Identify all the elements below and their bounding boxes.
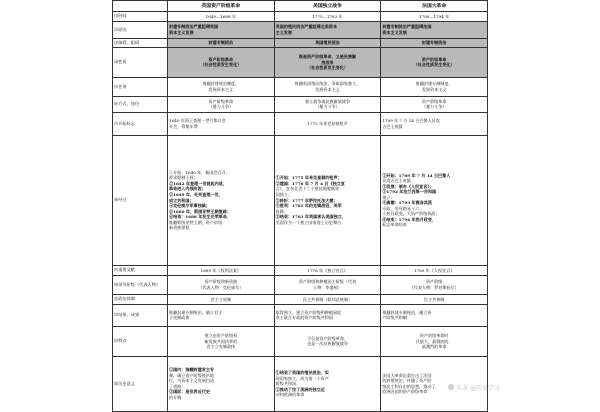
american-cell: 英国殖民统治 <box>274 38 381 47</box>
cell-line: 推翻封建专制制度， <box>415 81 453 87</box>
table-row <box>113 96 488 112</box>
cell-line: 发展资本主义 <box>315 86 340 92</box>
cell-line: 产阶级共和制 <box>382 315 407 321</box>
cell-line: ③转折：1777 年萨拉托加大捷； <box>275 197 338 203</box>
row-label: ⑽领导阶级（代表人物） <box>113 275 168 294</box>
watermark-text: 头条 @历史学习 <box>456 385 500 392</box>
cell-line: 位，为资本主义发展扫清 <box>169 378 215 384</box>
cell-line: 阶级共和国； <box>275 381 301 387</box>
row-label: ⒀特点 <box>113 326 168 356</box>
cell-line: 级民主和自由的思想，推动了 <box>382 383 436 389</box>
table-row <box>113 294 488 304</box>
cell-line: ④胜利：1781 年约克镇战役，英军 <box>275 203 342 209</box>
cell-line: （社会性质发生变化） <box>413 62 455 68</box>
cell-line: 放战争 <box>321 59 334 65</box>
cell-line: ②推动了拉丁美洲的独立运 <box>275 386 325 392</box>
table-row <box>113 77 488 96</box>
table-row <box>113 356 488 411</box>
english-cell <box>168 21 275 38</box>
cell-line: 1789 年 7 月 14 日巴黎人民攻 <box>382 118 440 124</box>
cell-line: 发展资本主义 <box>421 86 447 92</box>
cell-line: 资产阶级革命 <box>208 98 234 104</box>
table-row <box>113 304 488 326</box>
row-label: ⑹方式、途径 <box>113 96 168 112</box>
cell-line: 资产阶级 <box>425 279 443 285</box>
cell-line: 美国作为一个独立国家登上历史舞台 <box>275 219 342 225</box>
header-row <box>113 1 488 12</box>
row-label: ⑼重要文献 <box>113 265 168 275</box>
american-cell <box>274 304 381 326</box>
cell-line: 现国家独立，成为第一个资产 <box>275 375 329 381</box>
watermark-logo-icon <box>448 384 454 390</box>
cell-line: ④高潮：1793 年雅各宾派 <box>382 200 432 206</box>
table-row <box>113 38 488 47</box>
cell-line: 开会，筹集军费 <box>169 123 198 129</box>
cell-line: 封建专制统治严重阻碍英国 <box>169 24 219 30</box>
cell-line: 法国大革命沉重打击了法国 <box>382 372 432 378</box>
table-row <box>113 47 488 77</box>
row-label: ⑸任务 <box>113 77 168 96</box>
cell-line: 资产阶级革命时 <box>419 333 449 338</box>
cell-line: 标志革命结束 <box>382 222 407 228</box>
french-cell: 1789—1794 年 <box>381 11 488 21</box>
cell-line: 成立共和国； <box>169 197 194 203</box>
cell-line: 封建专制统治严重阻碍法国 <box>382 24 432 30</box>
cell-line: ②发展：颁布《人权宣言》； <box>382 183 434 189</box>
cell-line: 要求限制王权； <box>169 175 198 181</box>
american-cell <box>274 356 381 411</box>
cell-line: 动和欧洲的革命 <box>275 392 305 398</box>
comparison-table-sheet <box>112 0 488 400</box>
cell-line: ⑤1660 年，斯图亚特王朝复辟； <box>169 208 231 214</box>
english-cell: 君主立宪制 <box>168 294 275 304</box>
header-label-corner <box>113 1 168 12</box>
american-cell <box>274 47 381 77</box>
cell-line: 民攻占巴士底狱； <box>382 178 416 184</box>
cell-line: ②建国：1776 年 7 月 4 日《独立宣 <box>275 180 345 186</box>
cell-line: 了道路； <box>169 383 186 389</box>
cell-line: （暴力斗争） <box>315 104 340 110</box>
cell-line: 最激烈的革命 <box>421 344 447 350</box>
cell-line: 推翻英国殖民统治，争取国家独立， <box>294 81 361 87</box>
french-cell <box>381 304 488 326</box>
cell-line: ③1792 年法兰西第一共和国 <box>382 189 437 195</box>
american-cell <box>274 96 381 112</box>
row-label: ⑴时间 <box>113 11 168 21</box>
english-cell <box>168 77 275 96</box>
header-american-independence: 美国独立战争 <box>274 1 381 12</box>
header-english-revolution: 英国资产阶级革命 <box>168 1 275 12</box>
cell-line: 的封建统治，传播了资产阶 <box>382 378 432 384</box>
french-cell <box>381 21 488 38</box>
cell-line: 资产阶级和新贵族 <box>204 279 238 285</box>
english-cell <box>168 135 275 265</box>
american-cell: 1775—1783 年 <box>274 11 381 21</box>
cell-line: 的开端 <box>169 394 182 400</box>
cell-line: ①结束了英国的殖民统治，实 <box>275 369 329 375</box>
american-cell <box>274 326 381 356</box>
english-cell <box>168 47 275 77</box>
cell-line: ②1642 年查理一世挑起内战， <box>169 180 227 186</box>
cell-line: 资产阶级革命 <box>208 56 234 62</box>
cell-line: 资产阶级革命 <box>421 98 447 104</box>
cell-line: 投降； <box>275 208 288 214</box>
cell-line: 推翻封建专制统治，确立君主 <box>169 309 223 315</box>
row-label: ⑷性质 <box>113 47 168 77</box>
row-label: ⒁历史意义 <box>113 356 168 411</box>
cell-line: ④克伦威尔军事独裁； <box>169 203 210 209</box>
cell-line: 资产阶级革命 <box>421 56 447 62</box>
english-cell <box>168 304 275 326</box>
cell-line: 推翻封建统治制度， <box>202 81 240 87</box>
american-cell <box>274 135 381 265</box>
row-label: ⑺开始标志 <box>113 112 168 135</box>
french-cell <box>381 96 488 112</box>
english-cell <box>168 96 275 112</box>
cell-line: 国独立； <box>275 192 293 197</box>
cell-line: ③1649 年，处死查理一世， <box>169 192 223 197</box>
cell-line: 发展资本主义 <box>208 86 234 92</box>
table-row <box>113 11 488 21</box>
cell-line: 资本主义发展 <box>382 29 407 35</box>
english-cell <box>168 112 275 135</box>
american-cell: 1776 年《独立宣言》 <box>274 265 381 275</box>
cell-line: 言》，宣布北美十三个殖民地脱离英 <box>275 186 340 192</box>
american-cell: 民主共和制（联邦总统制） <box>274 294 381 304</box>
cell-line: 代最大、最彻底的、 <box>415 338 453 344</box>
cell-line: 独立战争或民族解放战争 <box>304 98 350 104</box>
cell-line: ①开始：1789 年 7 月 14 日巴黎人 <box>382 172 451 178</box>
table-row <box>113 112 488 135</box>
cell-line: （代表人物：罗伯斯庇尔） <box>409 284 459 290</box>
cell-line: ②国际：是世界近代史 <box>169 389 210 395</box>
cell-line: 建立由资产阶级和 <box>204 333 238 338</box>
header-french-revolution: 法国大革命 <box>381 1 488 12</box>
cell-line: ①开始：1640 年，新国会召开， <box>169 169 230 175</box>
french-cell <box>381 275 488 294</box>
cell-line: ⑥结束：1794 年热月政变， <box>382 216 437 222</box>
cell-line: 人物：华盛顿） <box>313 284 342 290</box>
french-cell: 封建专制统治 <box>381 38 488 47</box>
american-cell <box>274 275 381 294</box>
french-cell <box>381 77 488 96</box>
french-cell <box>381 135 488 265</box>
cell-line: （代表人物：克伦威尔） <box>198 284 244 290</box>
english-cell <box>168 326 275 356</box>
cell-line: ⑤结束：1783 年英国承认美国独立， <box>275 214 346 220</box>
french-cell <box>381 112 488 135</box>
english-cell: 1689 年《权利法案》 <box>168 265 275 275</box>
cell-line: 新贵族共同执掌的 <box>204 338 238 344</box>
french-cell: 1789 年《人权宣言》 <box>381 265 488 275</box>
cell-line: 欧洲各国的资产阶级革命 <box>382 389 428 395</box>
american-cell <box>274 21 381 38</box>
english-cell: 1640—1688 年 <box>168 11 275 21</box>
table-row <box>113 265 488 275</box>
cell-line: 不仅是资产阶级革命， <box>307 335 348 341</box>
cell-line: 君主立宪制政体 <box>206 344 236 350</box>
cell-line: 资本主义发展 <box>169 29 194 35</box>
cell-line: ①开始：1775 年来克星顿的枪声； <box>275 175 342 181</box>
english-cell <box>168 356 275 411</box>
american-cell <box>274 77 381 96</box>
cell-line: 1775 年来克星顿枪声 <box>307 121 348 127</box>
table-row <box>113 21 488 38</box>
cell-line: 专政，处死路易十六； <box>382 205 424 211</box>
cell-line: 推翻斯图亚特王朝，资产阶级 <box>169 219 223 225</box>
french-cell <box>381 326 488 356</box>
row-label: ⑿结果、成果 <box>113 304 168 326</box>
cell-line: 制，确立资产阶级统治地 <box>169 372 215 378</box>
table-row <box>113 275 488 294</box>
table-row <box>113 326 488 356</box>
table-row <box>113 135 488 265</box>
cell-line: 资产阶级和种植园主阶级（代表 <box>298 279 357 285</box>
american-cell <box>274 112 381 135</box>
cell-line: （暴力斗争） <box>421 104 447 110</box>
cell-line: 建立； <box>382 194 395 200</box>
french-cell <box>381 47 488 77</box>
english-cell: 封建专制统治 <box>168 38 275 47</box>
cell-line: 隶主联合专政的资产阶级共和国 <box>275 315 333 321</box>
cell-line: （社会性质发生变化） <box>200 62 242 68</box>
row-label: ⑻经过 <box>113 135 168 265</box>
cell-line: （社会性质发生变化） <box>307 65 348 71</box>
cell-line: ①国内：推翻封建君主专 <box>169 367 215 373</box>
cell-line: 新贵族掌权 <box>169 225 190 231</box>
french-cell: 民主共和制 <box>381 294 488 304</box>
table-body <box>113 11 488 411</box>
cell-line: 立宪制政体 <box>169 315 190 321</box>
comparison-table <box>112 0 488 412</box>
cell-line: 1640 年国王查理一世召集议会 <box>169 118 226 124</box>
cell-line: 英国的殖民统治严重阻碍北美资本 <box>275 24 338 30</box>
cell-line: 主义发展 <box>275 29 293 35</box>
cell-line: （暴力斗争） <box>208 104 234 110</box>
cell-line: 占巴士底狱 <box>382 123 403 129</box>
cell-line: ⑥结束：1688 年发生光荣革命， <box>169 214 231 220</box>
cell-line: 既是资产阶级革命，又是民族解 <box>298 54 357 59</box>
row-label: ⑶障碍、阻碍 <box>113 38 168 47</box>
cell-line: 推翻封建专制统治，确立资 <box>382 309 432 315</box>
row-label: ⑵原因 <box>113 21 168 38</box>
english-cell <box>168 275 275 294</box>
row-label: ⑾政治体制 <box>113 294 168 304</box>
cell-line: ⑤热月政变，大资产阶级执政； <box>382 211 440 217</box>
cell-line: 取得独立，建立资产阶级和种植园奴 <box>275 309 342 315</box>
cell-line: 革命进入内战阶段； <box>169 186 206 192</box>
cell-line: 也是一次民族解放战争 <box>307 341 348 347</box>
